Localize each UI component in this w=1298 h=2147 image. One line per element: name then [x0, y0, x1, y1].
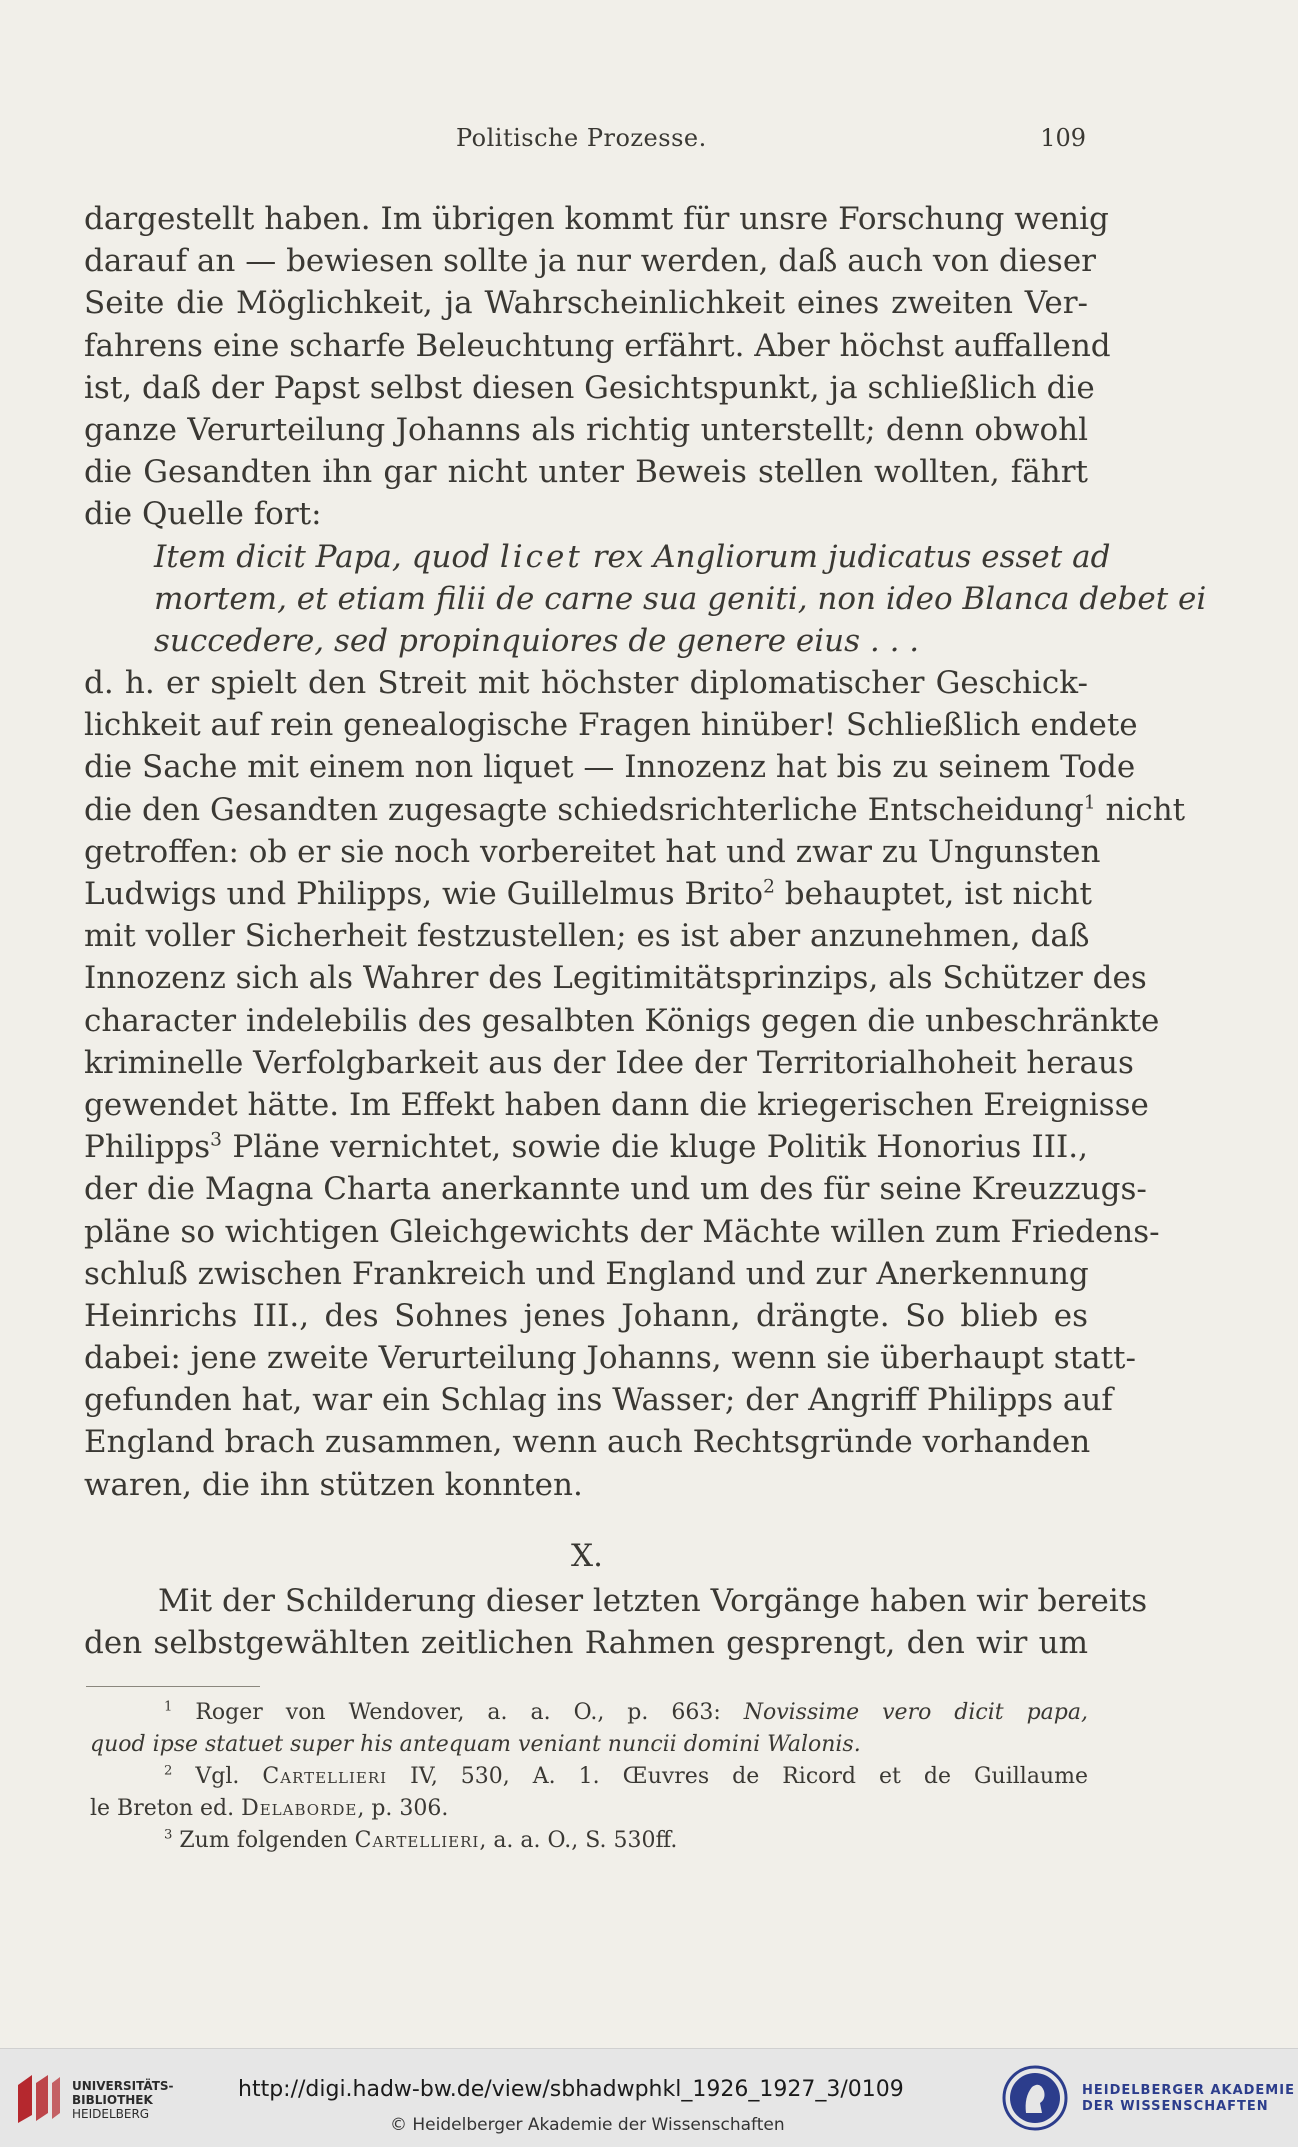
text-line: England brach zusammen, wenn auch Rechtsgründe vorhanden — [84, 1424, 1091, 1461]
academy-name: HEIDELBERGER AKADEMIE DER WISSENSCHAFTEN — [1082, 2083, 1295, 2114]
text-line: den selbstgewählten zeitlichen Rahmen gesprengt, den wir um — [84, 1625, 1088, 1662]
viewer-footer — [0, 2048, 1298, 2147]
footnote-marker: 2 — [763, 876, 775, 898]
permalink-url[interactable]: http://digi.hadw-bw.de/view/sbhadwphkl_1926_1927_3/0109 — [238, 2077, 904, 2102]
text-line: dargestellt haben. Im übrigen kommt für unsre Forschung wenig — [84, 201, 1109, 237]
footnote-2: $^2$ Vgl. Cartellieri IV, 530, A. 1. Œuvres de Ricord et de Guillaume — [164, 1763, 1088, 1789]
footnote-marker: 1 — [1083, 792, 1096, 814]
copyright-notice: © Heidelberger Akademie der Wissenschaften — [390, 2115, 785, 2135]
text-line: die Quelle fort: — [84, 496, 322, 533]
spaced-word: licet — [499, 538, 583, 575]
text-line: die Gesandten ihn gar nicht unter Beweis stellen wollten, fährt — [84, 454, 1088, 491]
text-line: d. h. er spielt den Streit mit höchster diplomatischer Geschick- — [84, 665, 1088, 702]
latin-quote-line: mortem, et etiam filii de carne sua geniti, non ideo Blanca debet ei — [154, 580, 1207, 617]
running-title: Politische Prozesse. — [456, 124, 707, 152]
footnote-marker: 3 — [210, 1129, 223, 1151]
text-line: Seite die Möglichkeit, ja Wahrscheinlichkeit eines zweiten Ver- — [84, 285, 1088, 322]
text-line: character indelebilis des gesalbten Königs gegen die unbeschränkte — [84, 1002, 1160, 1039]
latin-quote-line: succedere, sed propinquiores de genere eius . . . — [154, 622, 920, 659]
university-library-logo-icon[interactable] — [14, 2071, 64, 2127]
text-line: mit voller Sicherheit festzustellen; es ist aber anzunehmen, daß — [84, 918, 1090, 955]
text-line: die den Gesandten zugesagte schiedsrichterliche Entscheidung$^1$ nicht — [84, 791, 1186, 828]
page-number: 109 — [1040, 124, 1086, 152]
text-line: getroffen: ob er sie noch vorbereitet hat und zwar zu Ungunsten — [84, 833, 1101, 870]
footnotes — [90, 1697, 1088, 1857]
text-line: ist, daß der Papst selbst diesen Gesichtspunkt, ja schließlich die — [84, 369, 1095, 406]
footnote-3: $^3$ Zum folgenden Cartellieri, a. a. O., S. 530ff. — [164, 1827, 678, 1853]
text-line: lichkeit auf rein genealogische Fragen hinüber! Schließlich endete — [84, 707, 1138, 744]
footnote-1-continuation: quod ipse statuet super his antequam veniant nuncii domini Walonis. — [90, 1732, 861, 1757]
text-line: darauf an — bewiesen sollte ja nur werden, daß auch von dieser — [84, 243, 1096, 280]
page-header — [86, 124, 1086, 164]
text-line: schluß zwischen Frankreich und England und zur Anerkennung — [84, 1255, 1089, 1292]
text-line: ganze Verurteilung Johanns als richtig unterstellt; denn obwohl — [84, 411, 1088, 448]
text-line: Heinrichs III., des Sohnes jenes Johann, drängte. So blieb es — [84, 1297, 1088, 1334]
footnote-divider — [86, 1686, 260, 1687]
text-line: Ludwigs und Philipps, wie Guillelmus Brito$^2$ behauptet, ist nicht — [84, 876, 1093, 912]
text-line: der die Magna Charta anerkannte und um des für seine Kreuzzugs- — [84, 1171, 1147, 1208]
footnote-1: $^1$ Roger von Wendover, a. a. O., p. 663: Novissime vero dicit papa, — [164, 1699, 1088, 1725]
text-line: gefunden hat, war ein Schlag ins Wasser; der Angriff Philipps auf — [84, 1382, 1113, 1419]
text-line: Philipps$^3$ Pläne vernichtet, sowie die kluge Politik Honorius III., — [84, 1129, 1088, 1166]
text-line: kriminelle Verfolgbarkeit aus der Idee der Territorialhoheit heraus — [84, 1044, 1134, 1081]
academy-seal-icon[interactable] — [1002, 2063, 1068, 2133]
text-line: Innozenz sich als Wahrer des Legitimitätsprinzips, als Schützer des — [84, 960, 1147, 997]
section-text — [84, 1580, 1148, 1664]
text-line: dabei: jene zweite Verurteilung Johanns, wenn sie überhaupt statt- — [84, 1340, 1136, 1377]
text-line: fahrens eine scharfe Beleuchtung erfährt. Aber höchst auffallend — [84, 327, 1111, 364]
text-line: die Sache mit einem non liquet — Innozenz hat bis zu seinem Tode — [84, 749, 1136, 786]
library-name: UNIVERSITÄTS- BIBLIOTHEK HEIDELBERG — [72, 2079, 174, 2121]
main-text — [84, 198, 1207, 1506]
section-heading: X. — [571, 1538, 603, 1574]
text-line: pläne so wichtigen Gleichgewichts der Mächte willen zum Friedens- — [84, 1213, 1160, 1250]
latin-quote-line: Item dicit Papa, quod licet rex Angliorum judicatus esset ad — [154, 538, 1111, 575]
text-line: Mit der Schilderung dieser letzten Vorgänge haben wir bereits — [158, 1583, 1148, 1619]
footnote-2-continuation: le Breton ed. Delaborde, p. 306. — [90, 1796, 449, 1821]
text-line: gewendet hätte. Im Effekt haben dann die kriegerischen Ereignisse — [84, 1086, 1149, 1123]
text-line: waren, die ihn stützen konnten. — [84, 1466, 583, 1503]
